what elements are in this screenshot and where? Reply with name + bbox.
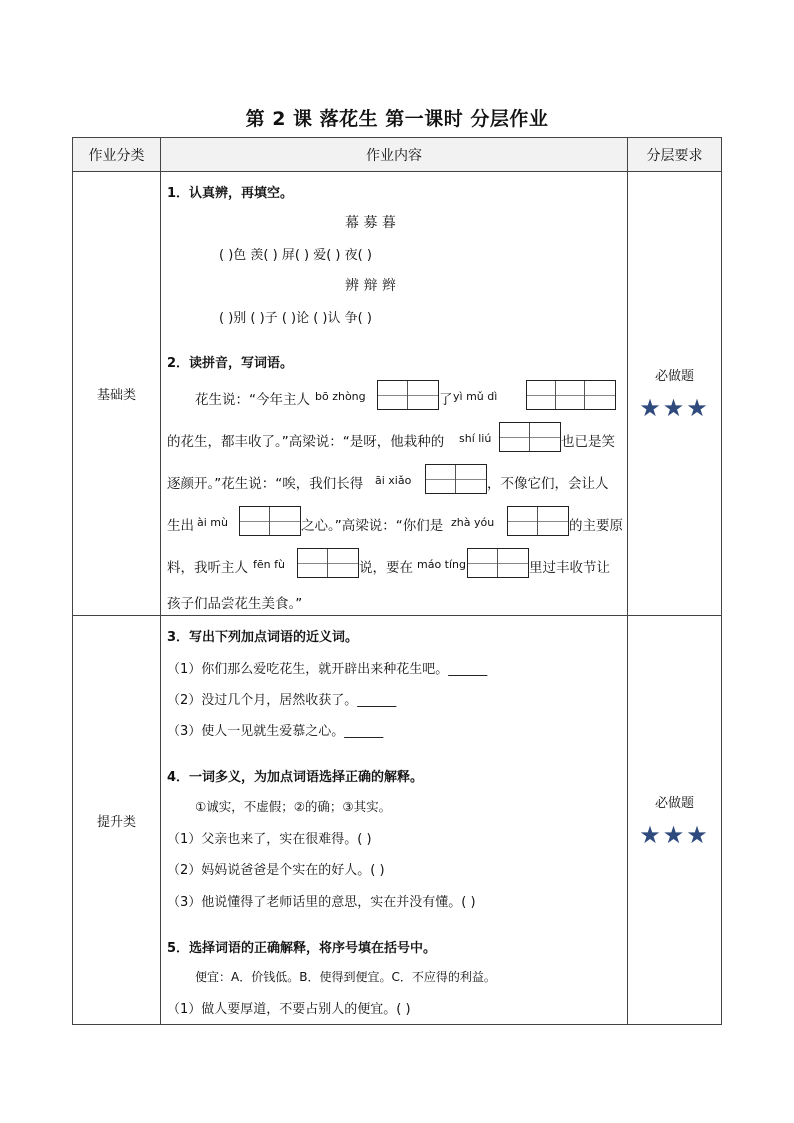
pinyin: āi xiǎo bbox=[375, 474, 412, 487]
q4-item[interactable]: （1）父亲也来了，实在很难得。( ) bbox=[167, 832, 372, 847]
q5-item[interactable]: （1）做人要厚道，不要占别人的便宜。( ) bbox=[167, 1002, 411, 1017]
pinyin: yì mǔ dì bbox=[453, 390, 498, 403]
q3-item[interactable]: （2）没过几个月，居然收获了。______ bbox=[167, 693, 397, 708]
q2-text: 孩子们品尝花生美食。” bbox=[167, 596, 303, 612]
writing-grid[interactable] bbox=[499, 422, 561, 452]
q2-text: 料，我听主人 bbox=[167, 560, 248, 576]
requirement-advanced bbox=[628, 616, 722, 1025]
pinyin: bō zhòng bbox=[315, 390, 366, 403]
q2-text: ，不像它们，会让人 bbox=[487, 476, 609, 492]
header-requirement: 分层要求 bbox=[628, 138, 722, 172]
pinyin: zhà yóu bbox=[451, 516, 495, 529]
q1-heading: 1．认真辨，再填空。 bbox=[167, 186, 294, 201]
q3-item[interactable]: （3）使人一见就生爱慕之心。______ bbox=[167, 724, 384, 739]
q1-blanks-1[interactable]: ( )色 羡( ) 屏( ) 爱( ) 夜( ) bbox=[219, 248, 372, 263]
q1-chars-2: 辨 辩 辫 bbox=[345, 278, 396, 294]
homework-table bbox=[72, 137, 722, 1025]
pinyin: ài mù bbox=[197, 516, 228, 529]
q2-text: 之心。”高梁说：“你们是 bbox=[301, 518, 444, 534]
header-category: 作业分类 bbox=[73, 138, 161, 172]
q3-heading: 3．写出下列加点词语的近义词。 bbox=[167, 630, 359, 645]
requirement-label: 必做题 bbox=[654, 795, 694, 811]
header-content: 作业内容 bbox=[161, 138, 628, 172]
q4-item[interactable]: （3）他说懂得了老师话里的意思，实在并没有懂。( ) bbox=[167, 895, 476, 910]
q5-options: 便宜：A．价钱低。B．使得到便宜。C．不应得的利益。 bbox=[195, 970, 496, 984]
q2-text: 说，要在 bbox=[359, 560, 413, 576]
category-basic: 基础类 bbox=[73, 172, 161, 616]
writing-grid[interactable] bbox=[239, 506, 301, 536]
writing-grid[interactable] bbox=[425, 464, 487, 494]
q2-text: 的主要原 bbox=[569, 518, 623, 534]
writing-grid[interactable] bbox=[507, 506, 569, 536]
q4-options: ①诚实，不虚假；②的确；③其实。 bbox=[195, 799, 392, 814]
q1-chars-1: 幕 募 暮 bbox=[345, 215, 396, 231]
q3-item[interactable]: （1）你们那么爱吃花生，就开辟出来种花生吧。______ bbox=[167, 662, 488, 677]
content-advanced bbox=[161, 616, 628, 1025]
table-row bbox=[73, 616, 722, 1025]
pinyin: máo tíng bbox=[417, 558, 467, 571]
q2-text: 的花生，都丰收了。”高梁说：“是呀，他栽种的 bbox=[167, 434, 445, 450]
q2-text: 了 bbox=[439, 392, 453, 408]
q4-heading: 4．一词多义，为加点词语选择正确的解释。 bbox=[167, 770, 424, 785]
q2-heading: 2．读拼音，写词语。 bbox=[167, 356, 294, 371]
table-header-row bbox=[73, 138, 722, 172]
star-rating-icon: ★★★ bbox=[639, 820, 710, 849]
content-basic bbox=[161, 172, 628, 616]
table-row bbox=[73, 172, 722, 616]
requirement-label: 必做题 bbox=[654, 369, 694, 384]
q4-item[interactable]: （2）妈妈说爸爸是个实在的好人。( ) bbox=[167, 863, 385, 878]
q2-text: 花生说：“今年主人 bbox=[195, 392, 310, 408]
category-advanced: 提升类 bbox=[73, 616, 161, 1025]
q5-heading: 5．选择词语的正确解释，将序号填在括号中。 bbox=[167, 941, 437, 956]
requirement-basic bbox=[628, 172, 722, 616]
writing-grid[interactable] bbox=[377, 380, 439, 410]
writing-grid[interactable] bbox=[297, 548, 359, 578]
page-title: 第 2 课 落花生 第一课时 分层作业 bbox=[245, 108, 549, 130]
q1-blanks-2[interactable]: ( )别 ( )子 ( )论 ( )认 争( ) bbox=[219, 311, 372, 326]
q2-text: 逐颜开。”花生说：“唉，我们长得 bbox=[167, 476, 364, 492]
pinyin: fēn fù bbox=[253, 558, 285, 571]
writing-grid[interactable] bbox=[467, 548, 529, 578]
q2-text: 里过丰收节让 bbox=[529, 560, 610, 576]
q2-text: 生出 bbox=[167, 518, 194, 534]
pinyin: shí liú bbox=[459, 432, 492, 445]
star-rating-icon: ★★★ bbox=[639, 394, 710, 422]
q2-text: 也已是笑 bbox=[561, 434, 615, 450]
writing-grid[interactable] bbox=[526, 380, 616, 410]
